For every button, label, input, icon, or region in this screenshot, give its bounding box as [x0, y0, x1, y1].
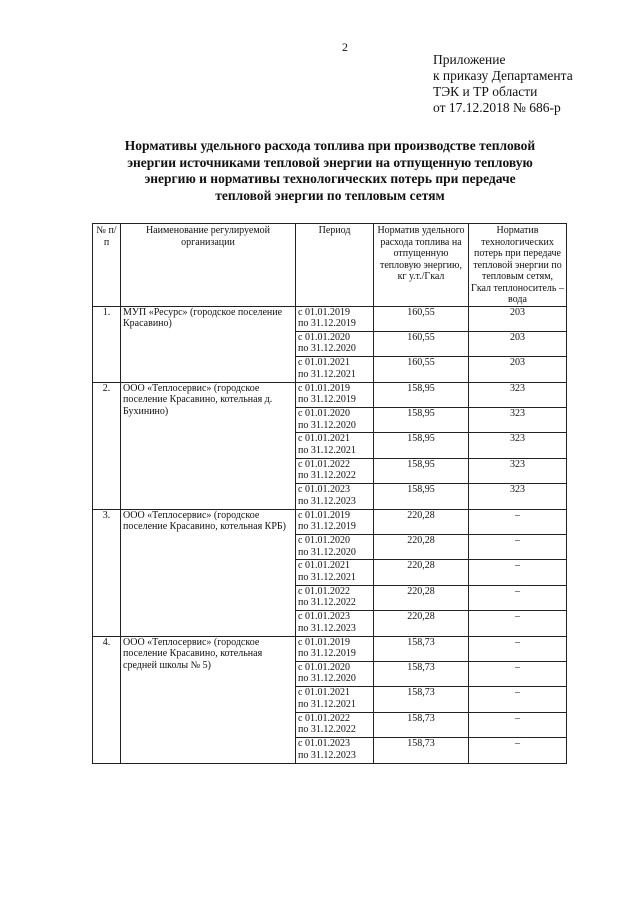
loss-norm-value: – [469, 738, 567, 763]
period-from: с 01.01.2022 [298, 585, 350, 597]
loss-norm-value: – [469, 611, 567, 636]
loss-norm-value: 323 [469, 408, 567, 433]
fuel-norm-value: 158,95 [374, 382, 469, 407]
period-to: по 31.12.2022 [298, 470, 356, 482]
fuel-norm-value: 158,95 [374, 458, 469, 483]
table-row [93, 509, 567, 534]
fuel-norm-value: 160,55 [374, 357, 469, 382]
organization-name: ООО «Теплосервис» (городское поселение Красавино, котельная д. Бухинино) [121, 382, 296, 509]
fuel-norm-value: 158,95 [374, 484, 469, 509]
period-to: по 31.12.2019 [298, 521, 356, 533]
title-line: энергию и нормативы технологических потерь при передаче [144, 171, 516, 186]
period-cell [296, 433, 374, 458]
period-to: по 31.12.2019 [298, 318, 356, 329]
loss-norm-value: – [469, 712, 567, 737]
fuel-norm-value: 158,95 [374, 433, 469, 458]
period-cell [296, 306, 374, 331]
period-to: по 31.12.2020 [298, 673, 356, 685]
period-cell [296, 712, 374, 737]
fuel-norm-value: 160,55 [374, 306, 469, 331]
period-cell [296, 408, 374, 433]
loss-norm-value: – [469, 509, 567, 534]
table-header-row [93, 224, 567, 307]
organization-name: ООО «Теплосервис» (городское поселение Красавино, котельная средней школы № 5) [121, 636, 296, 763]
row-number: 2. [93, 382, 121, 509]
period-from: с 01.01.2019 [298, 306, 350, 318]
period-to: по 31.12.2020 [298, 546, 356, 558]
table-row [93, 382, 567, 407]
document-title [100, 138, 560, 204]
loss-norm-value: 323 [469, 382, 567, 407]
period-to: по 31.12.2021 [298, 368, 356, 380]
fuel-norm-value: 158,95 [374, 408, 469, 433]
fuel-norm-value: 220,28 [374, 560, 469, 585]
loss-norm-value: 203 [469, 331, 567, 356]
fuel-norm-value: 220,28 [374, 585, 469, 610]
period-to: по 31.12.2022 [298, 597, 356, 609]
period-from: с 01.01.2021 [298, 560, 350, 572]
appendix-line: Приложение [433, 52, 506, 67]
period-from: с 01.01.2019 [298, 382, 350, 394]
fuel-norm-value: 220,28 [374, 535, 469, 560]
period-cell [296, 560, 374, 585]
period-cell [296, 484, 374, 509]
period-from: с 01.01.2021 [298, 687, 350, 699]
page-number: 2 [342, 40, 348, 54]
period-from: с 01.01.2019 [298, 636, 350, 648]
table-body [93, 306, 567, 763]
row-number: 3. [93, 509, 121, 636]
loss-norm-value: 323 [469, 458, 567, 483]
period-cell [296, 458, 374, 483]
appendix-line: к приказу Департамента [433, 68, 573, 83]
period-cell [296, 535, 374, 560]
loss-norm-value: 203 [469, 306, 567, 331]
header-fuel: Норматив удельного расхода топлива на отпущенную тепловую энергию, кг у.т./Гкал [374, 224, 469, 307]
fuel-norm-value: 220,28 [374, 611, 469, 636]
period-cell [296, 661, 374, 686]
appendix-line: от 17.12.2018 № 686-р [433, 100, 561, 115]
period-from: с 01.01.2020 [298, 535, 350, 547]
period-cell [296, 357, 374, 382]
period-cell [296, 636, 374, 661]
header-org: Наименование регулируемой организации [121, 224, 296, 307]
loss-norm-value: – [469, 661, 567, 686]
organization-name: ООО «Теплосервис» (городское поселение Красавино, котельная КРБ) [121, 509, 296, 636]
period-from: с 01.01.2021 [298, 433, 350, 445]
period-cell [296, 509, 374, 534]
period-to: по 31.12.2021 [298, 698, 356, 710]
loss-norm-value: – [469, 636, 567, 661]
fuel-norm-value: 158,73 [374, 738, 469, 763]
period-from: с 01.01.2023 [298, 484, 350, 496]
period-to: по 31.12.2020 [298, 419, 356, 431]
period-to: по 31.12.2019 [298, 394, 356, 406]
period-from: с 01.01.2020 [298, 331, 350, 343]
loss-norm-value: 323 [469, 433, 567, 458]
fuel-norm-value: 158,73 [374, 661, 469, 686]
period-from: с 01.01.2020 [298, 661, 350, 673]
loss-norm-value: – [469, 560, 567, 585]
fuel-norm-value: 220,28 [374, 509, 469, 534]
period-to: по 31.12.2019 [298, 648, 356, 660]
title-line: Нормативы удельного расхода топлива при производстве тепловой [124, 138, 536, 153]
period-cell [296, 738, 374, 763]
header-loss: Норматив технологических потерь при передаче тепловой энергии по тепловым сетям, Гкал теплоноситель – вода [469, 224, 567, 307]
period-to: по 31.12.2020 [298, 343, 356, 355]
period-to: по 31.12.2021 [298, 444, 356, 456]
period-cell [296, 611, 374, 636]
title-line: тепловой энергии по тепловым сетям [215, 187, 445, 203]
fuel-norm-value: 158,73 [374, 712, 469, 737]
period-cell [296, 382, 374, 407]
period-to: по 31.12.2023 [298, 495, 356, 507]
loss-norm-value: 203 [469, 357, 567, 382]
header-period: Период [296, 224, 374, 307]
period-to: по 31.12.2023 [298, 749, 356, 761]
period-to: по 31.12.2022 [298, 724, 356, 736]
period-cell [296, 331, 374, 356]
period-to: по 31.12.2021 [298, 571, 356, 583]
appendix-block [433, 52, 633, 116]
appendix-line: ТЭК и ТР области [433, 84, 538, 99]
period-cell [296, 687, 374, 712]
period-from: с 01.01.2022 [298, 458, 350, 470]
organization-name: МУП «Ресурс» (городское поселение Красавино) [121, 306, 296, 382]
header-num: № п/п [93, 224, 121, 307]
loss-norm-value: 323 [469, 484, 567, 509]
period-from: с 01.01.2019 [298, 509, 350, 521]
period-from: с 01.01.2021 [298, 357, 350, 369]
period-from: с 01.01.2022 [298, 712, 350, 724]
period-from: с 01.01.2023 [298, 611, 350, 623]
row-number: 1. [93, 306, 121, 382]
loss-norm-value: – [469, 585, 567, 610]
fuel-norm-value: 158,73 [374, 687, 469, 712]
period-to: по 31.12.2023 [298, 622, 356, 634]
period-from: с 01.01.2020 [298, 408, 350, 420]
row-number: 4. [93, 636, 121, 763]
title-line: энергии источниками тепловой энергии на отпущенную тепловую [127, 154, 533, 170]
fuel-norm-value: 158,73 [374, 636, 469, 661]
loss-norm-value: – [469, 687, 567, 712]
period-cell [296, 585, 374, 610]
table-row [93, 636, 567, 661]
fuel-norm-value: 160,55 [374, 331, 469, 356]
loss-norm-value: – [469, 535, 567, 560]
norms-table [92, 223, 567, 764]
table-row [93, 306, 567, 331]
period-from: с 01.01.2023 [298, 738, 350, 750]
